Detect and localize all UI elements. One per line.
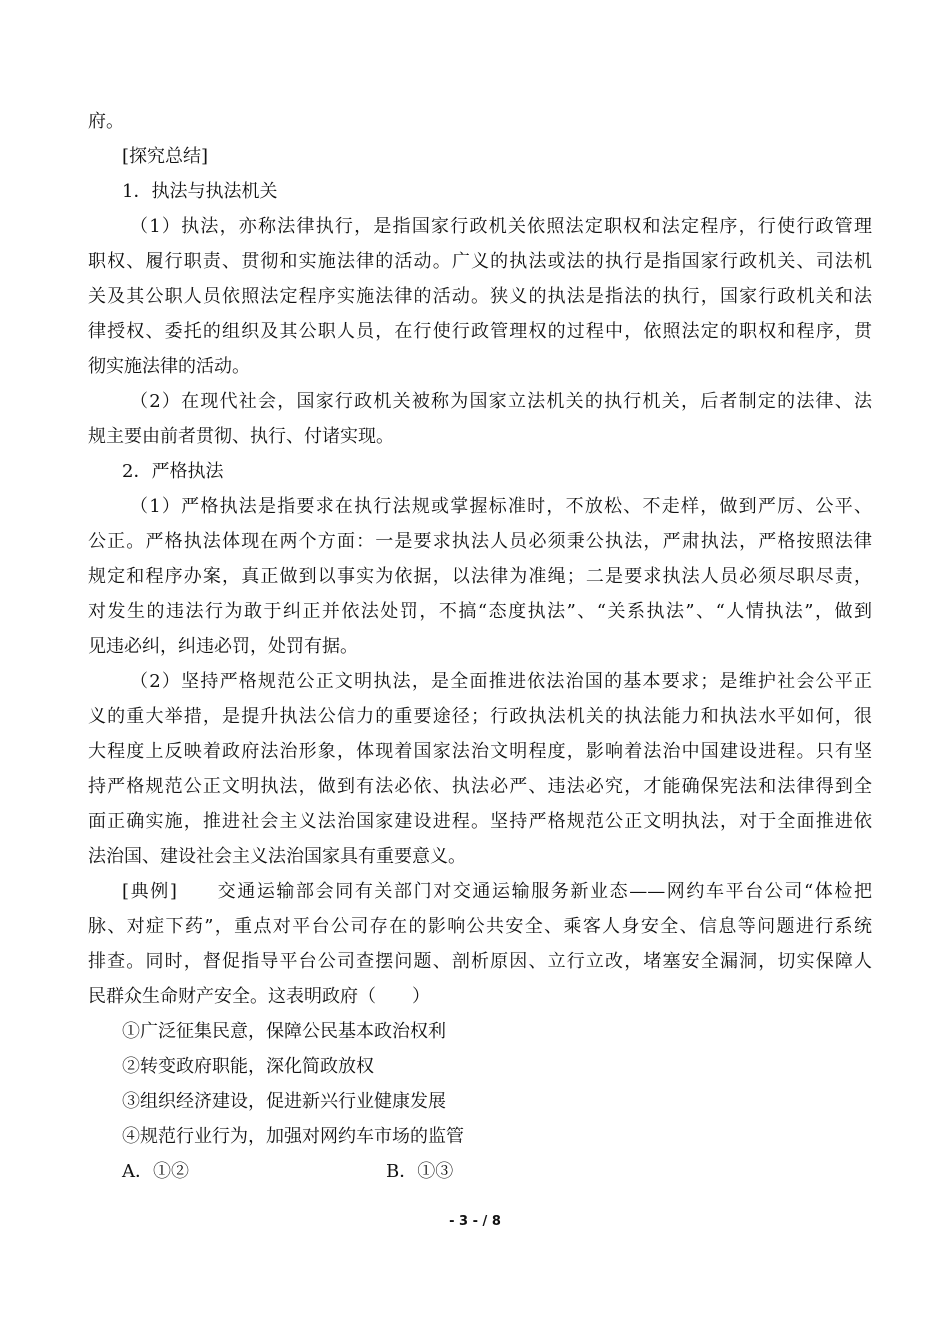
text-line: 排查。同时，督促指导平台公司查摆问题、剖析原因、立行立改，堵塞安全漏洞，切实保障人 — [88, 951, 872, 972]
answer-options — [88, 1154, 872, 1189]
choice-item-1: ①广泛征集民意，保障公民基本政治权利 — [122, 1021, 446, 1042]
choice-item-2: ②转变政府职能，深化简政放权 — [122, 1056, 374, 1077]
heading-law-enforcement: 1．执法与执法机关 — [122, 181, 278, 202]
text-line: 彻实施法律的活动。 — [88, 356, 250, 377]
text-line: 律授权、委托的组织及其公职人员，在行使行政管理权的过程中，依照法定的职权和程序，贯 — [88, 321, 872, 342]
option-a: A．①② — [122, 1161, 189, 1182]
example-question-text: [典例] 交通运输部会同有关部门对交通运输服务新业态——网约车平台公司“体检把 — [122, 881, 872, 902]
text-line: 对发生的违法行为敢于纠正并依法处罚，不搞“态度执法”、“关系执法”、“人情执法”，做到 — [88, 601, 872, 622]
heading-strict-enforcement: 2．严格执法 — [122, 461, 224, 482]
text-line: 规主要由前者贯彻、执行、付诸实现。 — [88, 426, 394, 447]
choice-item-3: ③组织经济建设，促进新兴行业健康发展 — [122, 1091, 446, 1112]
page-number: - 3 - / 8 — [449, 1214, 501, 1229]
text-line: （1）严格执法是指要求在执行法规或掌握标准时，不放松、不走样，做到严厉、公平、 — [130, 496, 872, 517]
text-line: 大程度上反映着政府法治形象，体现着国家法治文明程度，影响着法治中国建设进程。只有坚 — [88, 741, 872, 762]
text-line: 职权、履行职责、贯彻和实施法律的活动。广义的执法或法的执行是指国家行政机关、司法机 — [88, 251, 872, 272]
choice-item-4: ④规范行业行为，加强对网约车市场的监管 — [122, 1126, 464, 1147]
text-line: 民群众生命财产安全。这表明政府（ ） — [88, 986, 430, 1007]
text-line: （1）执法，亦称法律执行，是指国家行政机关依照法定职权和法定程序，行使行政管理 — [130, 216, 872, 237]
page-body — [88, 104, 872, 1189]
section-heading-inquiry-summary: [探究总结] — [122, 146, 209, 167]
text-line: （2）在现代社会，国家行政机关被称为国家立法机关的执行机关，后者制定的法律、法 — [130, 391, 872, 412]
text-line: 义的重大举措，是提升执法公信力的重要途径；行政执法机关的执法能力和执法水平如何，很 — [88, 706, 872, 727]
text-line: 面正确实施，推进社会主义法治国家建设进程。坚持严格规范公正文明执法，对于全面推进依 — [88, 811, 872, 832]
text-line: 脉、对症下药”，重点对平台公司存在的影响公共安全、乘客人身安全、信息等问题进行系统 — [88, 916, 872, 937]
option-b: B．①③ — [386, 1161, 454, 1182]
text-line: 持严格规范公正文明执法，做到有法必依、执法必严、违法必究，才能确保宪法和法律得到全 — [88, 776, 872, 797]
text-line: 府。 — [88, 111, 124, 132]
text-line: 规定和程序办案，真正做到以事实为依据，以法律为准绳；二是要求执法人员必须尽职尽责， — [88, 566, 872, 587]
text-line: 关及其公职人员依照法定程序实施法律的活动。狭义的执法是指法的执行，国家行政机关和法 — [88, 286, 872, 307]
text-line: （2）坚持严格规范公正文明执法，是全面推进依法治国的基本要求；是维护社会公平正 — [130, 671, 872, 692]
text-line: 公正。严格执法体现在两个方面：一是要求执法人员必须秉公执法，严肃执法，严格按照法律 — [88, 531, 872, 552]
text-line: 法治国、建设社会主义法治国家具有重要意义。 — [88, 846, 466, 867]
text-line: 见违必纠，纠违必罚，处罚有据。 — [88, 636, 358, 657]
